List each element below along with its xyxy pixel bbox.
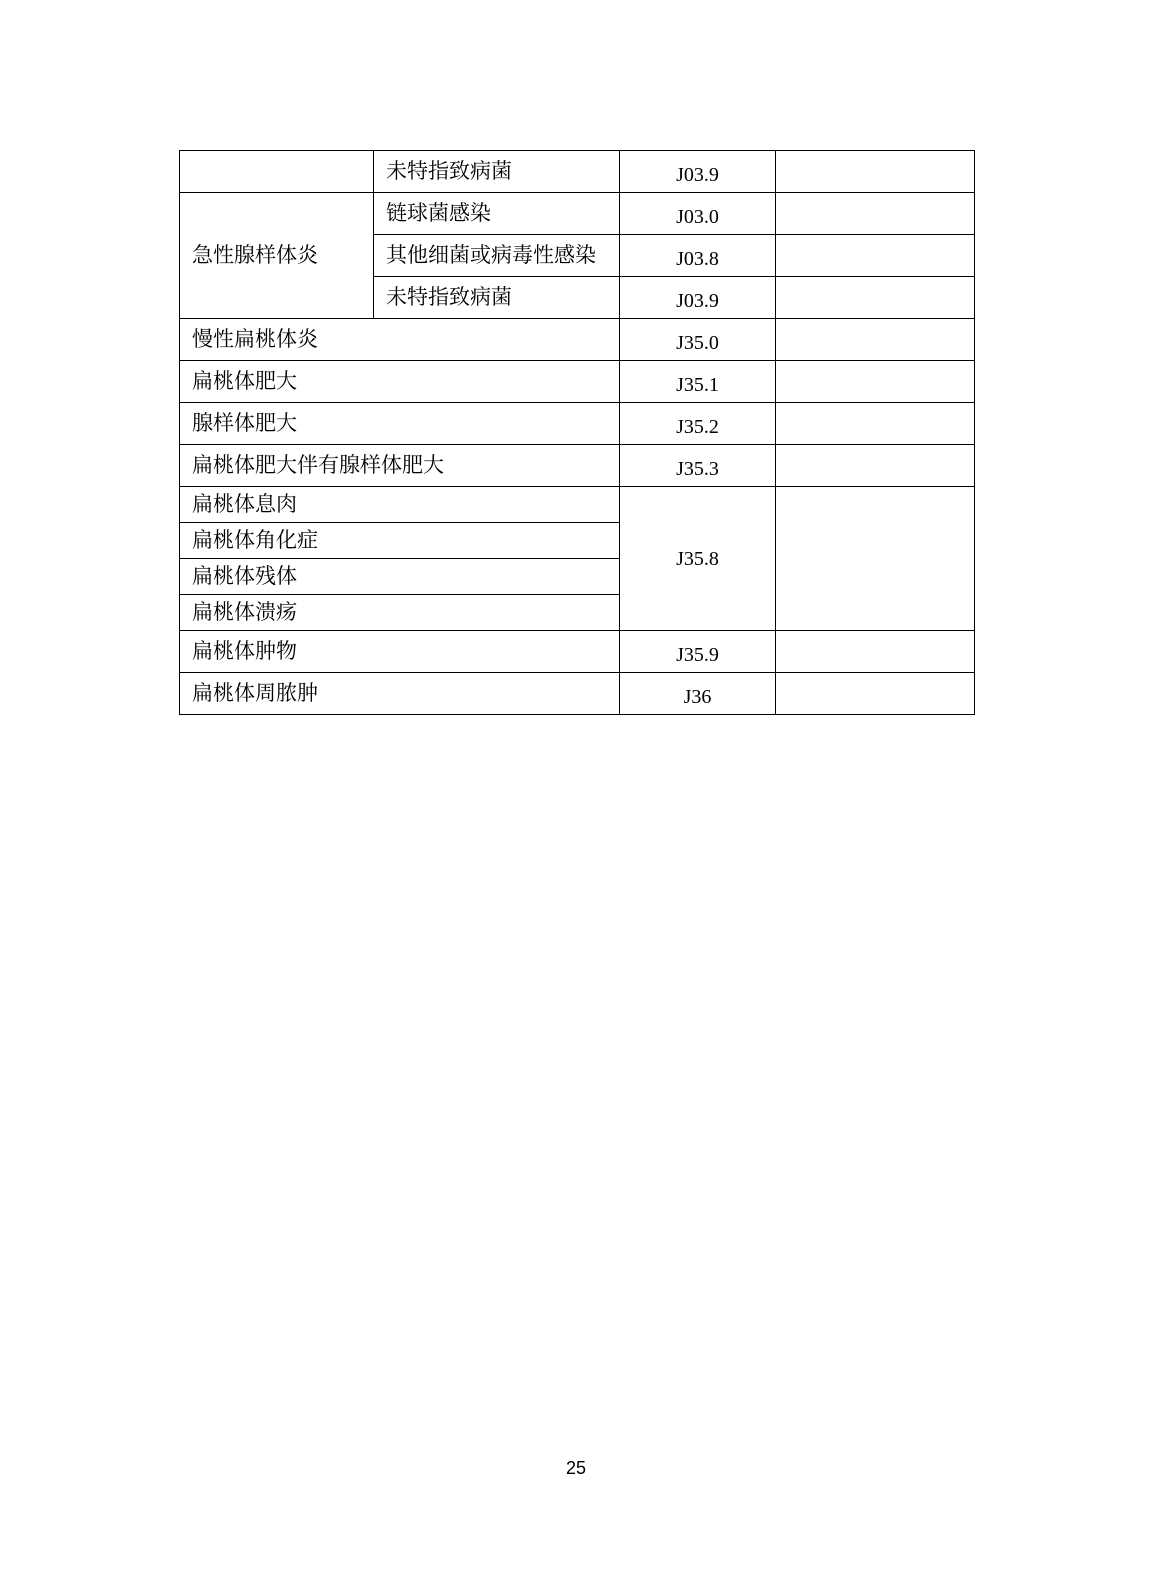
remark-cell (776, 235, 975, 277)
diagnosis-name-cell: 扁桃体肥大伴有腺样体肥大 (180, 445, 620, 487)
diagnosis-name-cell: 扁桃体肥大 (180, 361, 620, 403)
remark-cell (776, 487, 975, 631)
pathogen-cell: 未特指致病菌 (374, 151, 620, 193)
remark-cell (776, 673, 975, 715)
remark-cell (776, 631, 975, 673)
icd-code-cell: J35.3 (620, 445, 776, 487)
pathogen-cell: 其他细菌或病毒性感染 (374, 235, 620, 277)
diagnosis-name-cell: 腺样体肥大 (180, 403, 620, 445)
table-row (180, 445, 975, 487)
diagnosis-name-cell (180, 151, 374, 193)
icd-code-cell: J03.9 (620, 277, 776, 319)
table-row (180, 319, 975, 361)
remark-cell (776, 277, 975, 319)
remark-cell (776, 445, 975, 487)
icd-code-cell: J35.0 (620, 319, 776, 361)
icd-code-cell: J03.8 (620, 235, 776, 277)
table-row (180, 403, 975, 445)
icd-code-cell: J35.8 (620, 487, 776, 631)
diagnosis-name-cell: 扁桃体周脓肿 (180, 673, 620, 715)
pathogen-cell: 链球菌感染 (374, 193, 620, 235)
table-row (180, 487, 975, 523)
icd-code-cell: J03.0 (620, 193, 776, 235)
icd-code-cell: J03.9 (620, 151, 776, 193)
diagnosis-name-cell: 扁桃体残体 (180, 559, 620, 595)
remark-cell (776, 403, 975, 445)
table-row (180, 193, 975, 235)
table-row (180, 631, 975, 673)
diagnosis-name-cell: 扁桃体肿物 (180, 631, 620, 673)
table-row (180, 361, 975, 403)
diagnosis-name-cell: 扁桃体息肉 (180, 487, 620, 523)
remark-cell (776, 361, 975, 403)
diagnosis-name-cell: 慢性扁桃体炎 (180, 319, 620, 361)
icd-code-cell: J35.1 (620, 361, 776, 403)
diagnosis-name-cell: 扁桃体角化症 (180, 523, 620, 559)
icd-code-cell: J35.9 (620, 631, 776, 673)
table-row (180, 673, 975, 715)
icd-code-cell: J36 (620, 673, 776, 715)
remark-cell (776, 319, 975, 361)
diagnosis-name-cell: 扁桃体溃疡 (180, 595, 620, 631)
page-number: 25 (565, 1458, 587, 1478)
icd-code-cell: J35.2 (620, 403, 776, 445)
table-row (180, 151, 975, 193)
remark-cell (776, 193, 975, 235)
pathogen-cell: 未特指致病菌 (374, 277, 620, 319)
remark-cell (776, 151, 975, 193)
diagnosis-code-table (179, 150, 975, 715)
diagnosis-name-cell: 急性腺样体炎 (180, 193, 374, 319)
